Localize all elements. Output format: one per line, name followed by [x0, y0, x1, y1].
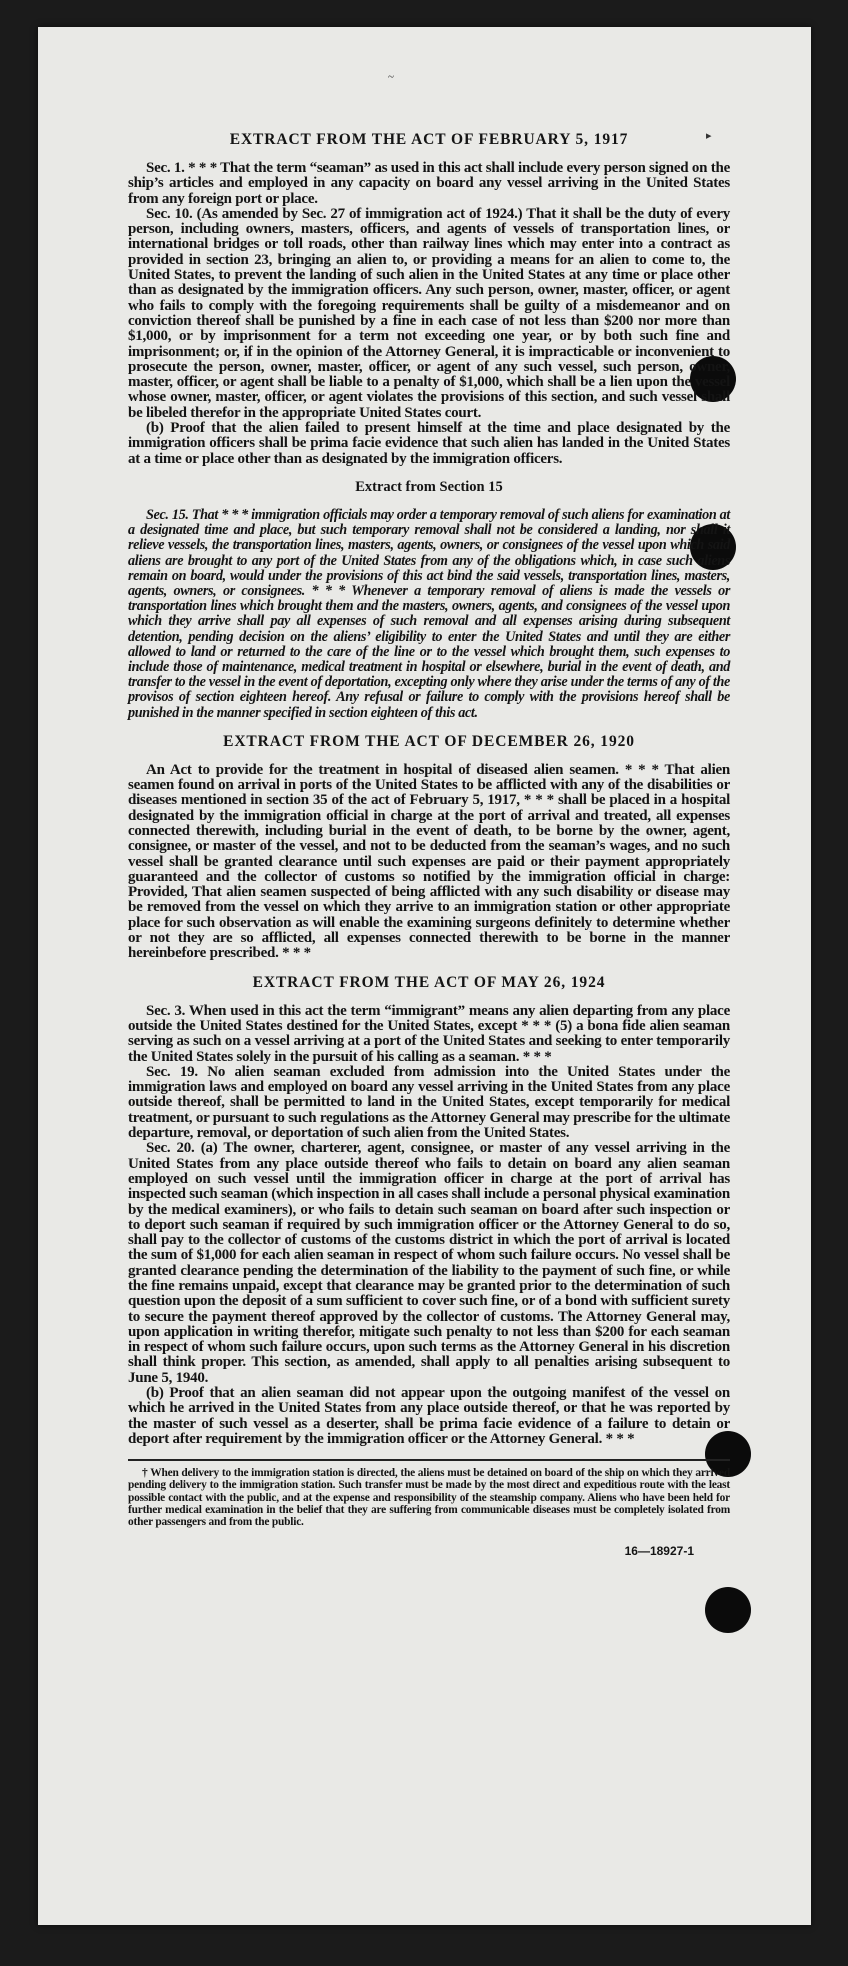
section-heading: EXTRACT FROM THE ACT OF DECEMBER 26, 1920 [223, 732, 635, 750]
stray-mark: ~ [388, 71, 394, 83]
paragraph: Sec. 3. When used in this act the term “immigrant” means any alien departing from any place outside the United States destined for the United States, except * * * (5) a bona fide alien seaman serving as such on a vessel arriving at a port of the United States and seeking to enter temporarily the United States solely in the pursuit of his calling as a seaman. * * * [128, 1002, 730, 1065]
stray-mark-right: ▸ [706, 130, 712, 142]
paragraph: Sec. 15. That * * * immigration officials may order a temporary removal of such aliens for examination at a designated time and place, but such temporary removal shall not be considered a landing, nor shall it relieve vessels, the transportation lines, masters, agents, owners, or consignees of the vessel upon which said aliens are brought to any port of the United States from any of the obligations which, in case such aliens remain on board, would under the provisions of this act bind the said vessels, transportation lines, masters, agents, owners, or consignees. * * * Whenever a temporary removal of aliens is made the vessels or transportation lines which brought them and the masters, owners, agents, and consignees of the vessel upon which they arrive shall pay all expenses of such removal and all expenses arising during subsequent detention, pending decision on the aliens’ eligibility to enter the United States and until they are either allowed to land or returned to the care of the line or to the vessel which brought them, such expenses to include those of maintenance, medical treatment in hospital or elsewhere, burial in the event of death, and transfer to the vessel in the event of deportation, excepting only where they arise under the terms of any of the provisos of section eighteen hereof. Any refusal or failure to comply with the provisions hereof shall be punished in the manner specified in section eighteen of this act. [128, 506, 730, 721]
section-heading: EXTRACT FROM THE ACT OF FEBRUARY 5, 1917 [229, 131, 629, 148]
section-act-feb-1917 [128, 131, 730, 467]
punch-hole [705, 1587, 751, 1633]
section-extract-15 [128, 479, 730, 721]
section-act-may-1924 [128, 974, 730, 1448]
section-heading: EXTRACT FROM THE ACT OF MAY 26, 1924 [252, 973, 606, 991]
paragraph: Sec. 10. (As amended by Sec. 27 of immigration act of 1924.) That it shall be the duty of every person, including owners, masters, officers, and agents of vessels of transportation lines, or international bridges or toll roads, other than railway lines which may enter into a contract as provided in section 23, bringing an alien to, or providing a means for an alien to come to, the United States, to prevent the landing of such alien in the United States at any time or place other than as designated by the immigration officers. Any such person, owner, master, officer, or agent who fails to comply with the foregoing requirements shall be guilty of a misdemeanor and on conviction thereof shall be punished by a fine in each case of not less than $200 nor more than $1,000, or by imprisonment for a term not exceeding one year, or by both such fine and imprisonment; or, if in the opinion of the Attorney General, it is impracticable or inconvenient to prosecute the person, owner, master, officer, or agent of any such vessel, such person, owner, master, officer, or agent shall be liable to a penalty of $1,000, which shall be a lien upon the vessel whose owner, master, officer, or agent violates the provisions of this section, and such vessel shall be libeled therefor in the appropriate United States court. [128, 205, 730, 421]
paragraph: An Act to provide for the treatment in hospital of diseased alien seamen. * * * That alien seamen found on arrival in ports of the United States to be afflicted with any of the disabilities or diseases mentioned in section 35 of the act of February 5, 1917, * * * shall be placed in a hospital designated by the immigration official in charge at the port of arrival and treated, all expenses connected therewith, including burial in the event of death, to be borne by the owner, agent, consignee, or master of the vessel, and not to be deducted from the seaman’s wages, and no such vessel shall be granted clearance until such expenses are paid or their payment appropriately guaranteed and the collector of customs so notified by the immigration official in charge: Provided, That alien seamen suspected of being afflicted with any such disability or disease may be removed from the vessel on which they arrive to an immigration station or other appropriate place for such observation as will enable the examining surgeons definitely to determine whether or not they are so afflicted, all expenses connected therewith to be borne in the manner hereinbefore prescribed. * * * [128, 761, 730, 962]
subsection-heading: Extract from Section 15 [355, 478, 503, 495]
paragraph: (b) Proof that the alien failed to present himself at the time and place designated by the immigration officers shall be prima facie evidence that such alien has landed in the United States at a time or place other than as designated by the immigration officers. [128, 420, 730, 467]
paragraph: (b) Proof that an alien seaman did not appear upon the outgoing manifest of the vessel on which he arrived in the United States from any place outside thereof, or that he was reported by the master of such vessel as a deserter, shall be prima facie evidence of a failure to detain or deport after requirement by the immigration officer or the Attorney General. * * * [128, 1385, 730, 1447]
form-number: 16—18927-1 [624, 1544, 694, 1559]
document-page [38, 27, 811, 1925]
footnote-section [128, 1459, 730, 1528]
paragraph: Sec. 19. No alien seaman excluded from admission into the United States under the immigration laws and employed on board any vessel arriving in the United States from any place outside thereof, shall be permitted to land in the United States, except temporarily for medical treatment, or pursuant to such regulations as the Attorney General may prescribe for the ultimate departure, removal, or deportation of such alien from the United States. [128, 1063, 730, 1142]
footnote: † When delivery to the immigration station is directed, the aliens must be detained on board of the ship on which they arrived pending delivery to the immigration station. Such transfer must be made by the most direct and expeditious route with the least possible contact with the public, and at the expense and responsibility of the steamship company. Aliens who have been held for further medical examination in the belief that they are suffering from communicable diseases must be completely isolated from other passengers and from the public. [128, 1467, 730, 1529]
section-act-dec-1920 [128, 733, 730, 962]
paragraph: Sec. 20. (a) The owner, charterer, agent, consignee, or master of any vessel arriving in the United States from any place outside thereof who fails to detain on board any alien seaman employed on such vessel until the immigration officer in charge at the port of arrival has inspected such seaman (which inspection in all cases shall include a personal physical examination by the medical examiners), or who fails to detain such seaman on board after such inspection or to deport such seaman if required by such immigration officer or the Attorney General to do so, shall pay to the collector of customs of the customs district in which the port of arrival is located the sum of $1,000 for each alien seaman in respect of whom such failure occurs. No vessel shall be granted clearance pending the determination of the liability to the payment of such fine, or while the fine remains unpaid, except that clearance may be granted prior to the determination of such question upon the deposit of a sum sufficient to cover such fine, or of a bond with sufficient surety to secure the payment thereof approved by the collector of customs. The Attorney General may, upon application in writing therefor, mitigate such penalty to not less than $200 for each seaman in respect of whom such failure occurs, upon such terms as the Attorney General in his discretion shall think proper. This section, as amended, shall apply to all penalties arising subsequent to June 5, 1940. [128, 1140, 730, 1386]
document-body [128, 131, 730, 1558]
paragraph: Sec. 1. * * * That the term “seaman” as used in this act shall include every person signed on the ship’s articles and employed in any capacity on board any vessel arriving in the United States from any foreign port or place. [128, 160, 730, 207]
